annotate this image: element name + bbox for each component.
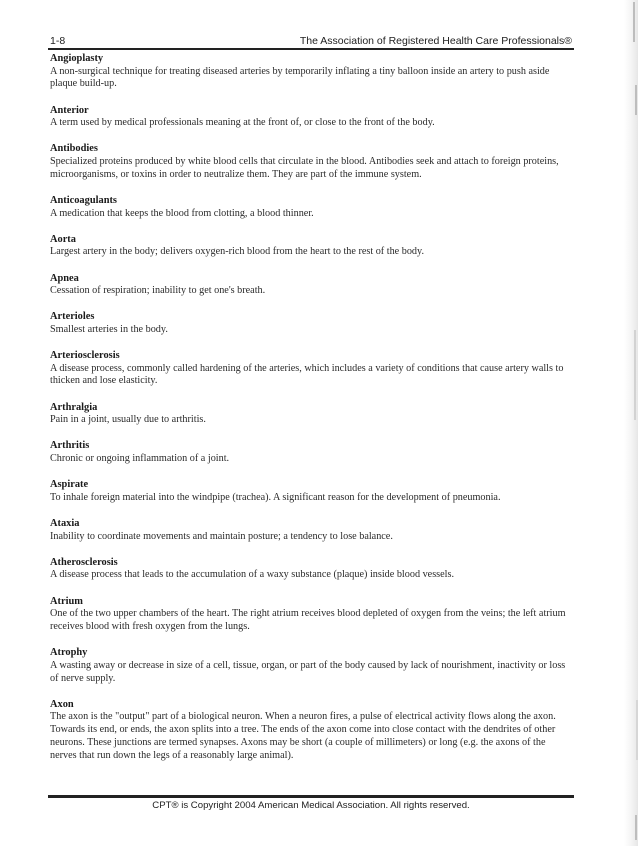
entry-term: Angioplasty bbox=[50, 53, 104, 64]
entry-definition: A disease process that leads to the accumulation of a waxy substance (plaque) inside blood vessels. bbox=[50, 569, 454, 581]
glossary-entry bbox=[50, 234, 572, 259]
glossary-entry bbox=[50, 143, 572, 181]
glossary-entry bbox=[50, 518, 572, 543]
glossary-entry bbox=[50, 311, 572, 336]
entry-definition: Inability to coordinate movements and maintain posture; a tendency to lose balance. bbox=[50, 530, 393, 542]
entry-term: Antibodies bbox=[50, 143, 98, 155]
entry-term: Aorta bbox=[50, 233, 76, 245]
glossary-entry bbox=[50, 53, 572, 91]
glossary-entry bbox=[50, 105, 572, 130]
entry-definition: To inhale foreign material into the windpipe (trachea). A significant reason for the development of pneumonia. bbox=[50, 491, 501, 503]
entry-definition: A non-surgical technique for treating diseased arteries by temporarily inflating a tiny balloon inside an artery to push aside plaque build-up. bbox=[50, 65, 550, 90]
glossary-entry bbox=[50, 479, 572, 504]
page-number: 1-8 bbox=[50, 35, 66, 47]
entry-definition: Smallest arteries in the body. bbox=[50, 323, 168, 335]
entry-definition: A term used by medical professionals meaning at the front of, or close to the front of the body. bbox=[50, 117, 435, 129]
header-divider bbox=[48, 48, 574, 50]
entry-term: Atherosclerosis bbox=[50, 556, 118, 568]
page-header bbox=[50, 31, 572, 47]
entry-definition: A wasting away or decrease in size of a cell, tissue, organ, or part of the body caused by lack of nourishment, inactivity or loss of nerve supply. bbox=[50, 659, 566, 684]
entry-term: Arthralgia bbox=[50, 401, 98, 413]
glossary-entry bbox=[50, 350, 572, 388]
scan-artifact-mark bbox=[635, 815, 637, 840]
entry-definition: One of the two upper chambers of the heart. The right atrium receives blood depleted of oxygen from the veins; the left atrium receives blood with fresh oxygen from the lungs. bbox=[50, 608, 566, 632]
entry-definition: Chronic or ongoing inflammation of a joint. bbox=[50, 453, 230, 465]
glossary-entry bbox=[50, 647, 572, 685]
entry-term: Aspirate bbox=[50, 479, 89, 491]
entry-definition: Specialized proteins produced by white blood cells that circulate in the blood. Antibodies seek and attach to foreign proteins, microorganisms, or toxins in order to neutralize them. They are part of the immune system. bbox=[50, 155, 559, 180]
entry-term: Anticoagulants bbox=[50, 194, 117, 206]
entry-term: Apnea bbox=[50, 272, 79, 284]
document-title: The Association of Registered Health Care Professionals® bbox=[299, 35, 572, 47]
glossary-entry bbox=[50, 557, 572, 582]
glossary-entry bbox=[50, 699, 572, 763]
entry-definition: Pain in a joint, usually due to arthritis. bbox=[50, 414, 206, 426]
scan-edge-shadow bbox=[624, 0, 638, 846]
entry-definition: The axon is the "output" part of a biological neuron. When a neuron fires, a pulse of electrical activity flows along the axon. Towards its end, or ends, the axon splits into a tree. The ends of the axon come into close contact with the dendrites of other neurons. These junctions are termed synapses. Axons may be short (a couple of millimeters) or long (e.g. the axons of the nerves that run down the legs of a reasonably large animal). bbox=[50, 711, 556, 761]
glossary-entries bbox=[50, 53, 572, 776]
entry-definition: A disease process, commonly called hardening of the arteries, which includes a variety of conditions that cause artery walls to thicken and lose elasticity. bbox=[50, 362, 564, 387]
glossary-entry bbox=[50, 596, 572, 634]
entry-term: Arterioles bbox=[50, 311, 95, 323]
entry-term: Atrophy bbox=[50, 647, 88, 659]
scan-artifact-mark bbox=[633, 2, 635, 42]
entry-definition: A medication that keeps the blood from clotting, a blood thinner. bbox=[50, 207, 314, 219]
glossary-entry bbox=[50, 402, 572, 427]
entry-definition: Cessation of respiration; inability to get one's breath. bbox=[50, 285, 266, 297]
scan-artifact-mark bbox=[634, 330, 636, 420]
copyright-footer: CPT® is Copyright 2004 American Medical Association. All rights reserved. bbox=[152, 800, 470, 811]
entry-term: Axon bbox=[50, 698, 74, 710]
entry-term: Anterior bbox=[50, 104, 89, 116]
entry-term: Ataxia bbox=[50, 517, 80, 529]
scan-artifact-mark bbox=[635, 85, 637, 115]
entry-term: Arteriosclerosis bbox=[50, 350, 120, 362]
glossary-entry bbox=[50, 273, 572, 298]
entry-definition: Largest artery in the body; delivers oxygen-rich blood from the heart to the rest of the body. bbox=[50, 246, 424, 258]
entry-term: Atrium bbox=[50, 595, 83, 607]
footer-divider bbox=[48, 795, 574, 798]
glossary-entry bbox=[50, 195, 572, 220]
entry-term: Arthritis bbox=[50, 440, 90, 452]
glossary-entry bbox=[50, 440, 572, 465]
